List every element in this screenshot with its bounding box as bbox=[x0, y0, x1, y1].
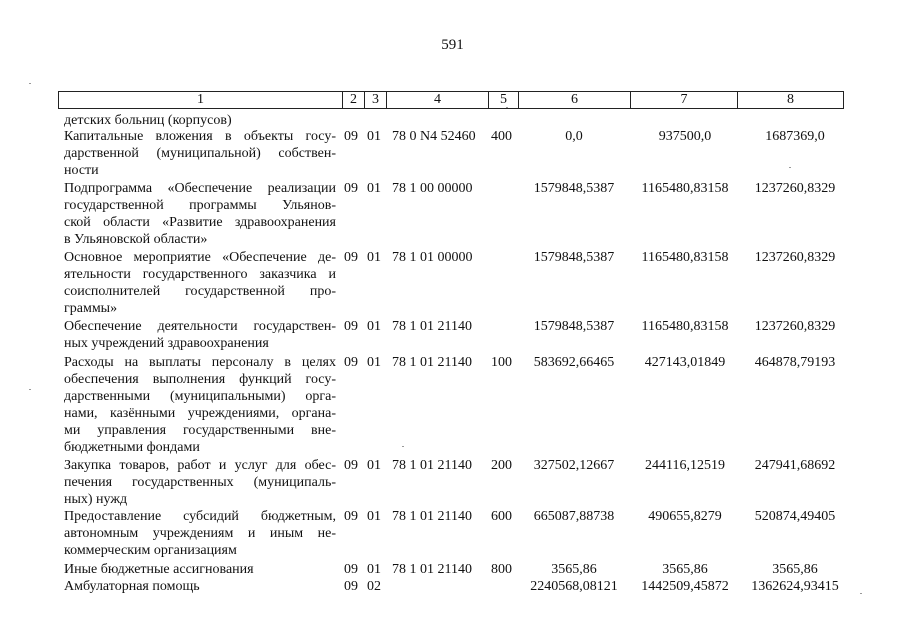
cell-col-7: 1165480,83158 bbox=[641, 250, 729, 265]
cell-col-5: 400 bbox=[491, 129, 512, 144]
cell-col-3: 01 bbox=[367, 129, 381, 144]
cell-col-3: 01 bbox=[367, 355, 381, 370]
cell-col-8: 1362624,93415 bbox=[751, 579, 839, 594]
cell-col-4: 78 1 01 21140 bbox=[392, 562, 472, 577]
cell-col-7: 244116,12519 bbox=[645, 458, 725, 473]
column-header-5: 5 bbox=[488, 92, 518, 108]
cell-col-6: 1579848,5387 bbox=[533, 250, 615, 265]
row-description bbox=[64, 128, 336, 179]
description-line: Основное мероприятие «Обеспечение де- bbox=[64, 250, 336, 265]
description-line: Амбулаторная помощь bbox=[64, 579, 200, 594]
description-line: печения государственных (муниципаль- bbox=[64, 475, 336, 490]
cell-col-8: 3565,86 bbox=[772, 562, 818, 577]
cell-col-4: 78 0 N4 52460 bbox=[392, 129, 476, 144]
cell-col-6: 0,0 bbox=[565, 129, 583, 144]
cell-col-5: 200 bbox=[491, 458, 512, 473]
row-description bbox=[64, 318, 336, 352]
description-line: Расходы на выплаты персоналу в целях bbox=[64, 355, 336, 370]
cell-col-2: 09 bbox=[344, 509, 358, 524]
cell-col-3: 01 bbox=[367, 250, 381, 265]
description-line: Обеспечение деятельности государствен- bbox=[64, 319, 336, 334]
description-line: ятельности государственного заказчика и bbox=[64, 267, 336, 282]
row-description bbox=[64, 354, 336, 456]
cell-col-2: 09 bbox=[344, 250, 358, 265]
cell-col-6: 1579848,5387 bbox=[533, 319, 615, 334]
column-header-8: 8 bbox=[737, 92, 843, 108]
cell-col-7: 3565,86 bbox=[662, 562, 708, 577]
cell-col-6: 3565,86 bbox=[551, 562, 597, 577]
cell-col-8: 247941,68692 bbox=[754, 458, 836, 473]
cell-col-3: 01 bbox=[367, 458, 381, 473]
cell-col-3: 01 bbox=[367, 319, 381, 334]
description-line: государственной программы Ульянов- bbox=[64, 198, 336, 213]
cell-col-2: 09 bbox=[344, 129, 358, 144]
cell-col-6: 583692,66465 bbox=[533, 355, 615, 370]
cell-col-3: 02 bbox=[367, 579, 381, 594]
cell-col-4: 78 1 01 21140 bbox=[392, 355, 472, 370]
column-header-4: 4 bbox=[386, 92, 488, 108]
column-header-6: 6 bbox=[518, 92, 630, 108]
description-line: граммы» bbox=[64, 301, 118, 316]
cell-col-7: 490655,8279 bbox=[648, 509, 722, 524]
description-line: в Ульяновской области» bbox=[64, 232, 208, 247]
cell-col-8: 464878,79193 bbox=[754, 355, 836, 370]
cell-col-2: 09 bbox=[344, 355, 358, 370]
row-description bbox=[64, 457, 336, 508]
cell-col-7: 1165480,83158 bbox=[641, 319, 729, 334]
cell-col-7: 1165480,83158 bbox=[641, 181, 729, 196]
row-description bbox=[64, 249, 336, 317]
cell-col-7: 427143,01849 bbox=[644, 355, 726, 370]
cell-col-2: 09 bbox=[344, 579, 358, 594]
description-line: автономным учреждениям и иным не- bbox=[64, 526, 336, 541]
cell-col-4: 78 1 00 00000 bbox=[392, 181, 473, 196]
description-line: Закупка товаров, работ и услуг для обес- bbox=[64, 458, 336, 473]
cell-col-3: 01 bbox=[367, 509, 381, 524]
description-line: Подпрограмма «Обеспечение реализации bbox=[64, 181, 336, 196]
cell-col-6: 665087,88738 bbox=[533, 509, 615, 524]
row-description bbox=[64, 112, 336, 129]
cell-col-5: 800 bbox=[491, 562, 512, 577]
cell-col-6: 327502,12667 bbox=[533, 458, 615, 473]
row-description bbox=[64, 561, 336, 578]
cell-col-4: 78 1 01 21140 bbox=[392, 319, 472, 334]
cell-col-5: 600 bbox=[491, 509, 512, 524]
cell-col-3: 01 bbox=[367, 181, 381, 196]
cell-col-2: 09 bbox=[344, 458, 358, 473]
cell-col-6: 2240568,08121 bbox=[530, 579, 618, 594]
cell-col-5: 100 bbox=[491, 355, 512, 370]
cell-col-7: 937500,0 bbox=[658, 129, 712, 144]
cell-col-8: 1687369,0 bbox=[765, 129, 825, 144]
cell-col-4: 78 1 01 21140 bbox=[392, 509, 472, 524]
column-header-3: 3 bbox=[364, 92, 386, 108]
row-description bbox=[64, 508, 336, 559]
column-header-1: 1 bbox=[197, 92, 204, 107]
description-line: детских больниц (корпусов) bbox=[64, 113, 232, 128]
description-line: ных) нужд bbox=[64, 492, 128, 507]
cell-col-8: 520874,49405 bbox=[754, 509, 836, 524]
cell-col-2: 09 bbox=[344, 181, 358, 196]
cell-col-4: 78 1 01 00000 bbox=[392, 250, 473, 265]
description-line: Иные бюджетные ассигнования bbox=[64, 562, 254, 577]
description-line: ности bbox=[64, 163, 99, 178]
description-line: Капитальные вложения в объекты госу- bbox=[64, 129, 336, 144]
column-header-2: 2 bbox=[342, 92, 364, 108]
description-line: дарственной (муниципальной) собствен- bbox=[64, 146, 336, 161]
description-line: бюджетными фондами bbox=[64, 440, 200, 455]
column-header-7: 7 bbox=[630, 92, 737, 108]
page-number: 591 bbox=[441, 37, 464, 53]
description-line: обеспечения выполнения функций госу- bbox=[64, 372, 336, 387]
cell-col-2: 09 bbox=[344, 319, 358, 334]
description-line: ской области «Развитие здравоохранения bbox=[64, 215, 336, 230]
table-header-row bbox=[58, 91, 844, 109]
cell-col-3: 01 bbox=[367, 562, 381, 577]
row-description bbox=[64, 578, 336, 595]
description-line: дарственными (муниципальными) орга- bbox=[64, 389, 336, 404]
cell-col-8: 1237260,8329 bbox=[754, 181, 836, 196]
cell-col-4: 78 1 01 21140 bbox=[392, 458, 472, 473]
description-line: нами, казёнными учреждениями, органа- bbox=[64, 406, 336, 421]
cell-col-7: 1442509,45872 bbox=[641, 579, 729, 594]
cell-col-8: 1237260,8329 bbox=[754, 250, 836, 265]
cell-col-6: 1579848,5387 bbox=[533, 181, 615, 196]
description-line: ных учреждений здравоохранения bbox=[64, 336, 269, 351]
description-line: Предоставление субсидий бюджетным, bbox=[64, 509, 336, 524]
description-line: ми управления государственными вне- bbox=[64, 423, 336, 438]
cell-col-2: 09 bbox=[344, 562, 358, 577]
row-description bbox=[64, 180, 336, 248]
description-line: соисполнителей государственной про- bbox=[64, 284, 336, 299]
description-line: коммерческим организациям bbox=[64, 543, 237, 558]
cell-col-8: 1237260,8329 bbox=[754, 319, 836, 334]
